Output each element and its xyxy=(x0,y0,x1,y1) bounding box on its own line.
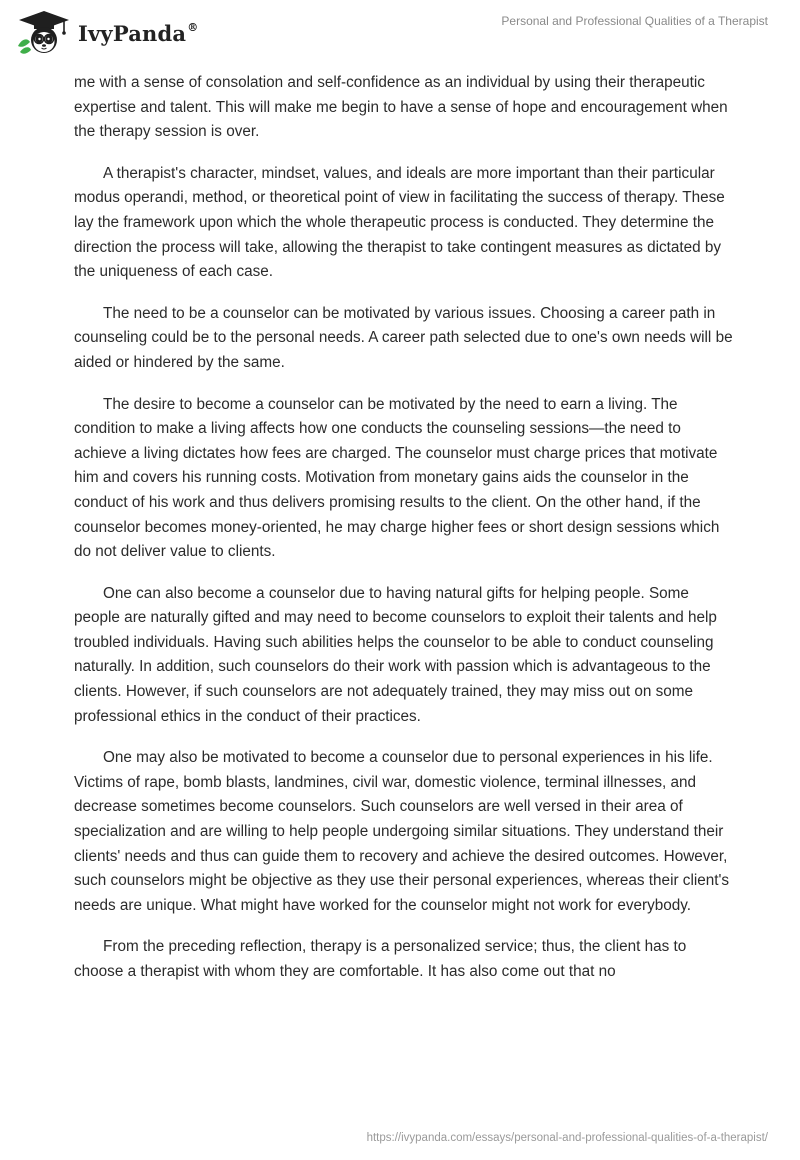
source-url-link[interactable]: https://ivypanda.com/essays/personal-and-professional-qualities-of-a-therapist/ xyxy=(366,1132,768,1144)
logo-wordmark: IvyPanda® xyxy=(78,20,199,46)
paragraph: A therapist's character, mindset, values, and ideals are more important than their particular modus operandi, method, or theoretical point of view in facilitating the success of therapy. These lay the framework upon which the whole therapeutic process is conducted. They determine the direction the process will take, allowing the therapist to take contingent measures as dictated by the uniqueness of each case. xyxy=(74,164,725,281)
panda-graduate-icon xyxy=(14,8,74,58)
paragraph: One may also be motivated to become a counselor due to personal experiences in his life. Victims of rape, bomb blasts, landmines, civil war, domestic violence, terminal illnesses, and decrease sometimes become counselors. Such counselors are well versed in their area of specialization and are willing to help people undergoing similar situations. They understand their clients' needs and thus can guide them to recovery and achieve the desired outcomes. However, such counselors might be objective as they use their personal experiences, whereas their client's needs are unique. What might have worked for the counselor might not work for everybody. xyxy=(74,749,730,914)
paragraph: From the preceding reflection, therapy is a personalized service; thus, the client has to choose a therapist with whom they are comfortable. It has also come out that no xyxy=(74,938,687,980)
document-title: Personal and Professional Qualities of a Therapist xyxy=(501,14,768,28)
page-header xyxy=(0,0,800,62)
essay-body xyxy=(74,71,734,1002)
paragraph: The desire to become a counselor can be motivated by the need to earn a living. The condition to make a living affects how one conducts the counseling sessions—the need to achieve a living dictates how fees are charged. The counselor must charge prices that motivate him and covers his running costs. Motivation from monetary gains aids the counselor in the conduct of his work and thus delivers promising results to the client. On the other hand, if the counselor becomes money-oriented, he may charge higher fees or short design sessions which do not deliver value to clients. xyxy=(74,395,720,561)
paragraph: The need to be a counselor can be motivated by various issues. Choosing a career path in counseling could be to the personal needs. A career path selected due to one's own needs will be aided or hindered by the same. xyxy=(74,304,733,371)
paragraph-continuation: me with a sense of consolation and self-confidence as an individual by using their therapeutic expertise and talent. This will make me begin to have a sense of hope and encouragement when the therapy session is over. xyxy=(74,74,728,141)
ivypanda-logo[interactable] xyxy=(14,8,198,58)
paragraph: One can also become a counselor due to having natural gifts for helping people. Some people are naturally gifted and may need to become counselors to exploit their talents and help troubled individuals. Having such abilities helps the counselor to be able to conduct counseling naturally. In addition, such counselors do their work with passion which is advantageous to the clients. However, if such counselors are not adequately trained, they may miss out on some professional ethics in the conduct of their practices. xyxy=(74,584,717,725)
registered-mark: ® xyxy=(187,20,199,34)
